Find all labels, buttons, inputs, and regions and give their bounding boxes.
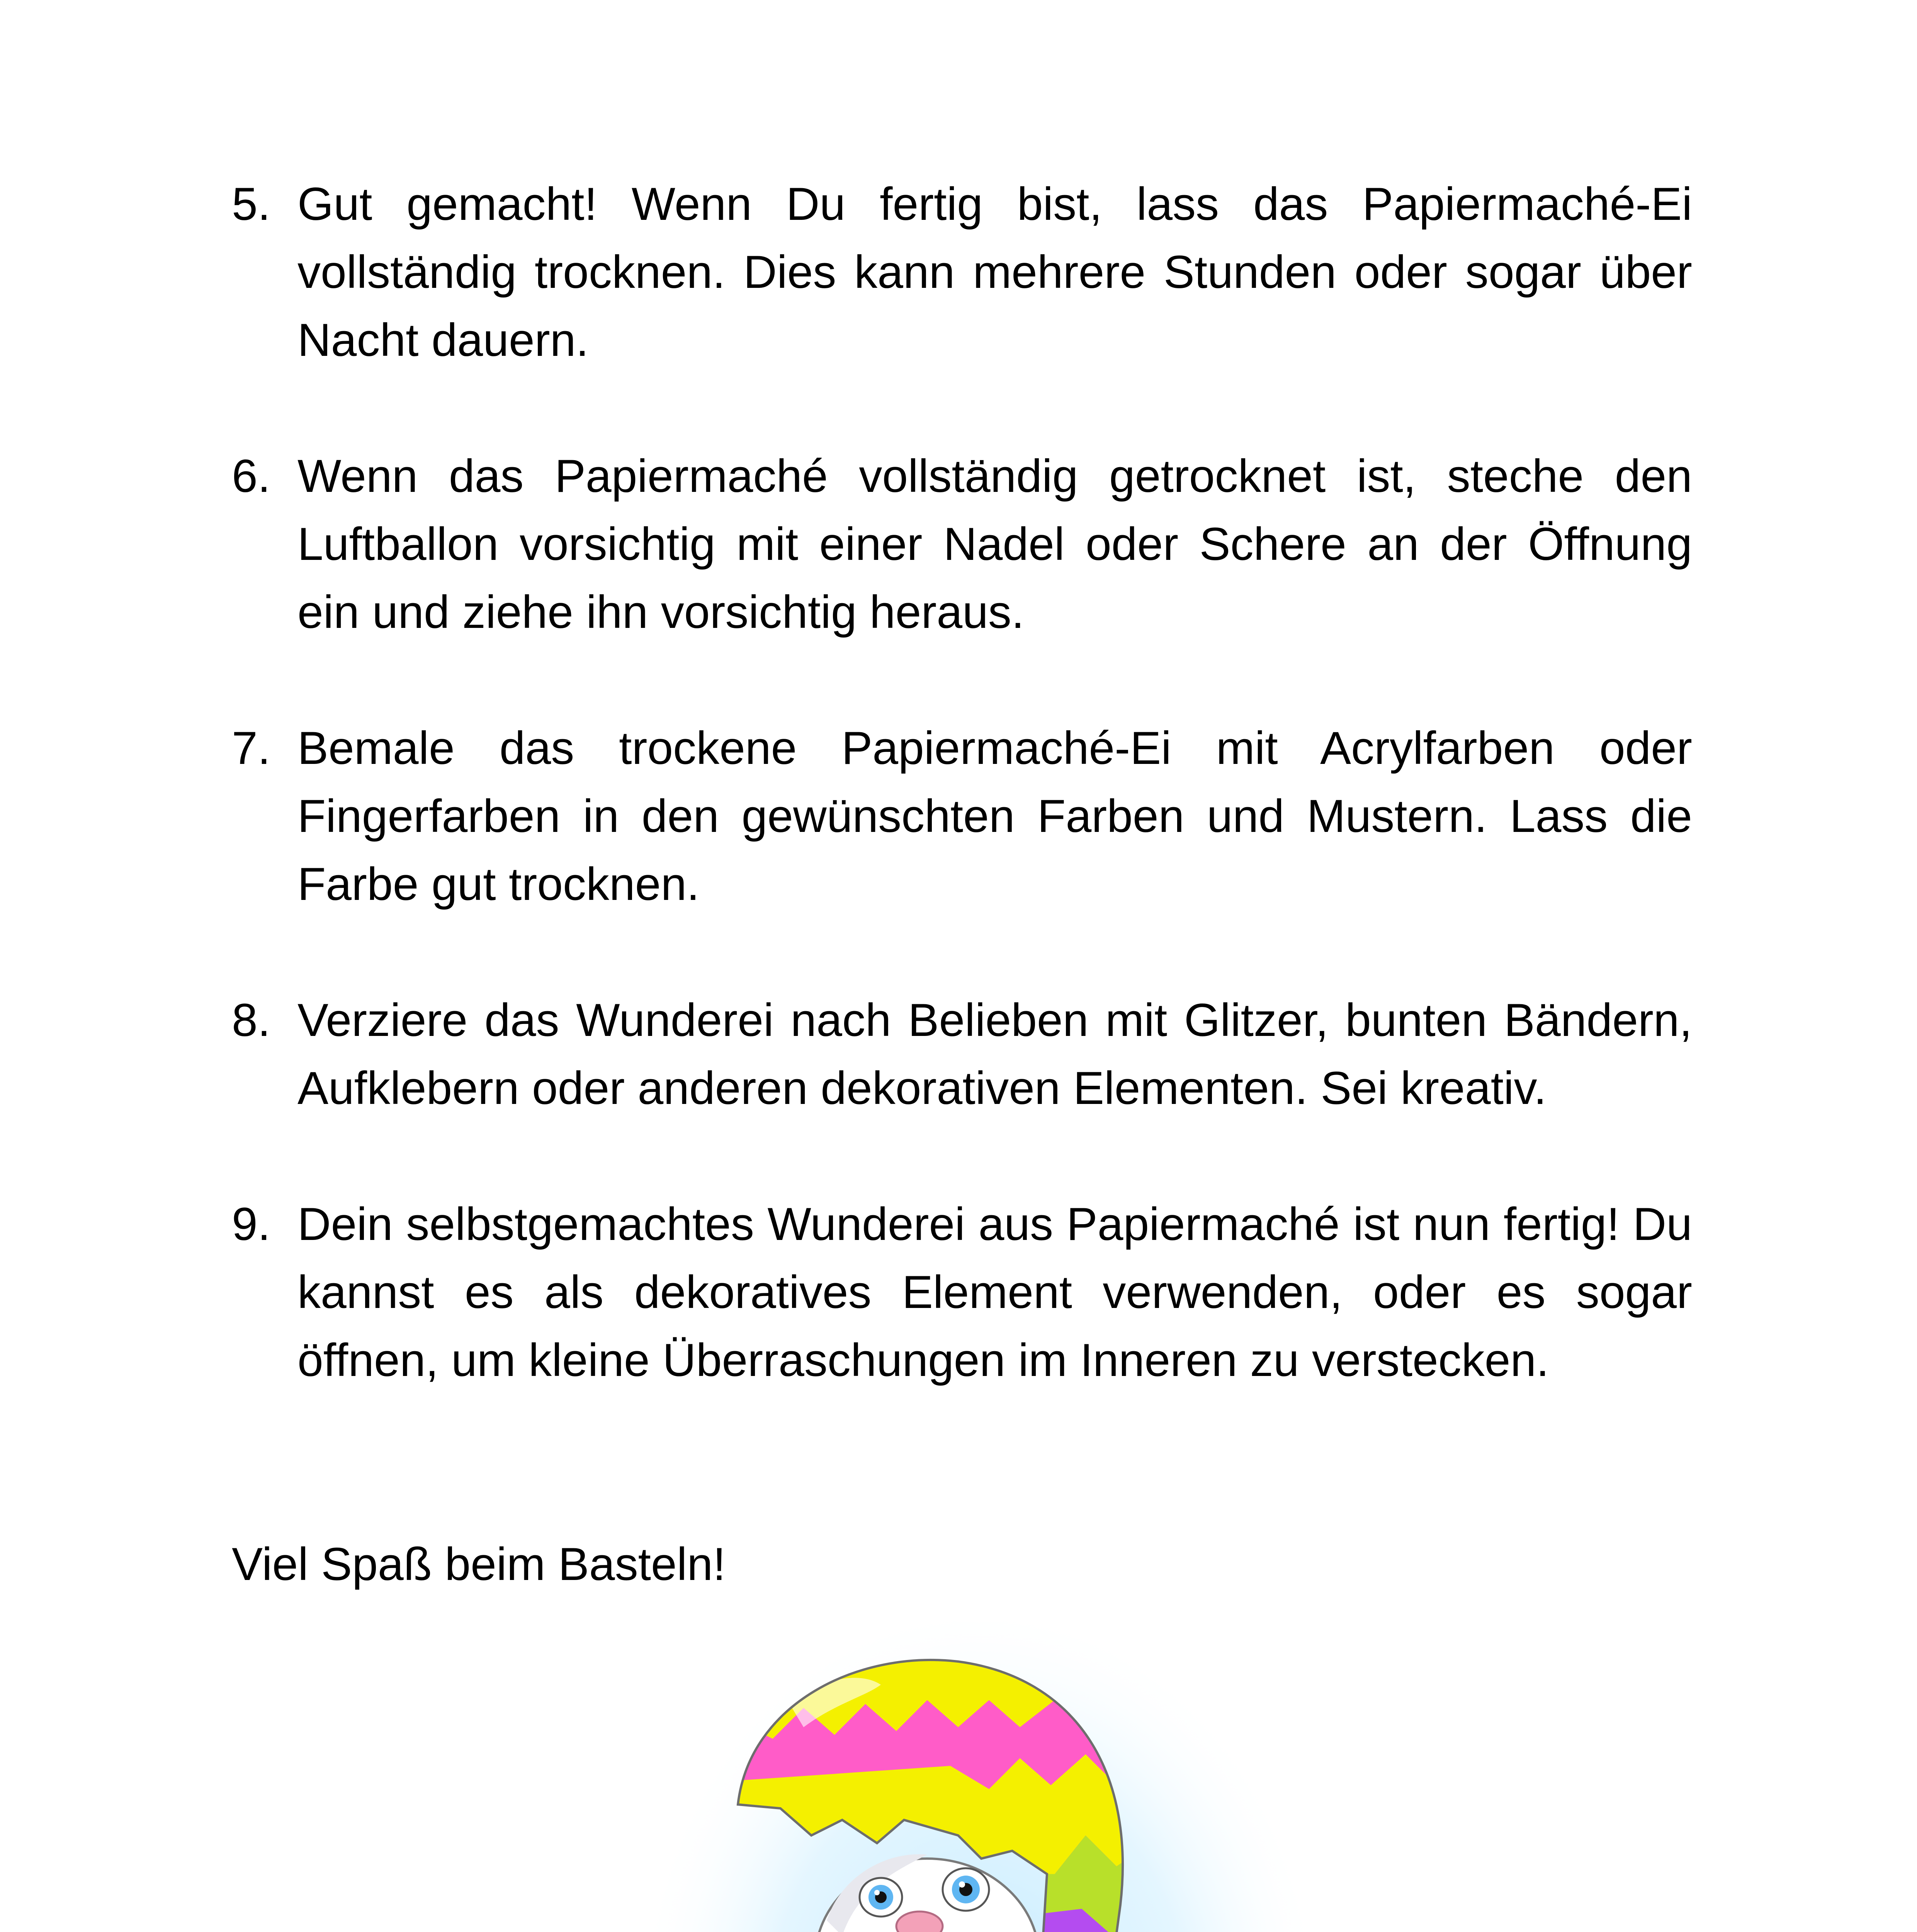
closing-line: Viel Spaß beim Basteln! (232, 1538, 726, 1590)
step-number: 5. (232, 178, 271, 230)
step-number: 8. (232, 994, 271, 1046)
easter-bunny-egg-illustration (610, 1604, 1348, 1932)
easter-bunny-egg-icon (610, 1604, 1348, 1932)
step-8 (232, 986, 1692, 1122)
step-text: Gut gemacht! Wenn Du fertig bist, lass das Papiermaché-Ei vollständig trocknen. Dies kann mehrere Stunden oder sogar über Nacht dauern. (297, 178, 1692, 366)
step-text: Dein selbstgemachtes Wunderei aus Papiermaché ist nun fertig! Du kannst es als dekoratives Element verwenden, oder es sogar öffnen, um kleine Überraschungen im Inneren zu verstecken. (297, 1198, 1692, 1386)
step-text: Wenn das Papiermaché vollständig getrocknet ist, steche den Luftballon vorsichtig mit einer Nadel oder Schere an der Öffnung ein und ziehe ihn vorsichtig heraus. (297, 450, 1692, 638)
step-text: Verziere das Wunderei nach Belieben mit Glitzer, bunten Bändern, Aufklebern oder anderen dekorativen Elementen. Sei kreativ. (297, 994, 1692, 1114)
instruction-list (232, 170, 1692, 1462)
step-text: Bemale das trockene Papiermaché-Ei mit Acrylfarben oder Fingerfarben in den gewünschten Farben und Mustern. Lass die Farbe gut trocknen. (297, 722, 1692, 910)
step-9 (232, 1190, 1692, 1394)
step-5 (232, 170, 1692, 374)
step-number: 9. (232, 1198, 271, 1250)
step-number: 7. (232, 722, 271, 774)
step-6 (232, 442, 1692, 646)
step-number: 6. (232, 450, 271, 502)
step-7 (232, 714, 1692, 918)
